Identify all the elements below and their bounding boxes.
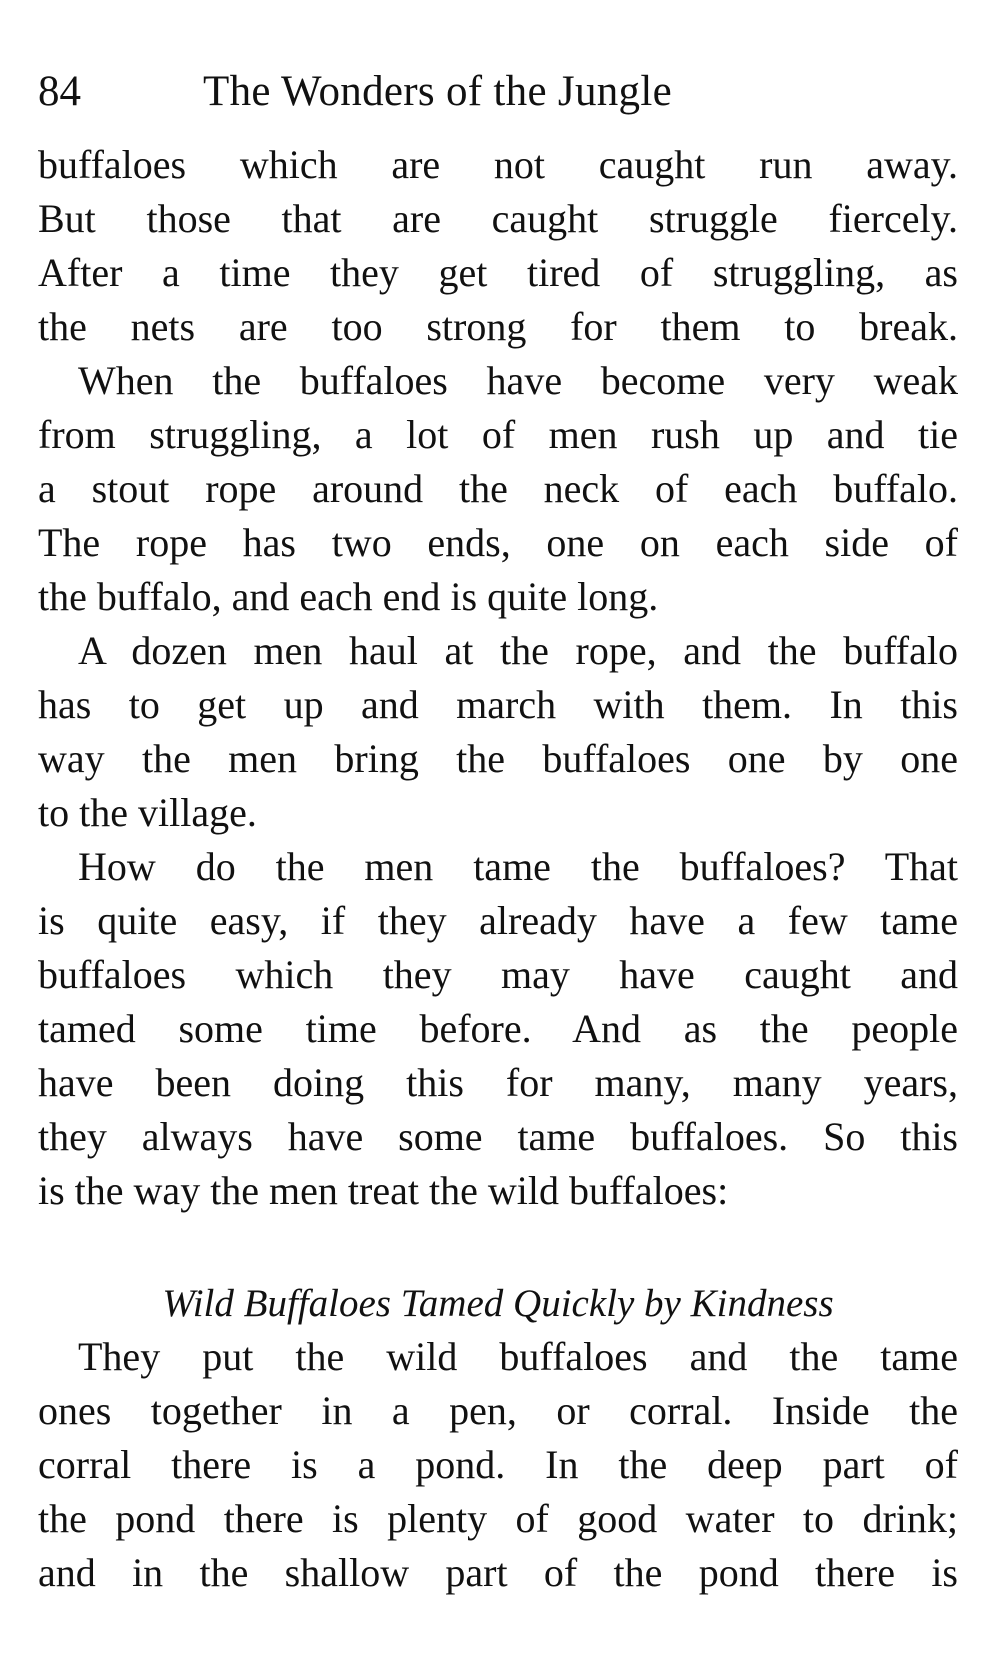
text-line: After a time they get tired of struggling, as [38,250,958,295]
text-line: corral there is a pond. In the deep part of [38,1442,958,1487]
body-text-lower [38,1330,958,1600]
text-line: buffaloes which they may have caught and [38,952,958,997]
text-line: the nets are too strong for them to break. [38,304,958,349]
text-line: the pond there is plenty of good water to drink; [38,1496,958,1541]
text-line: When the buffaloes have become very weak [78,358,958,403]
text-line: The rope has two ends, one on each side of [38,520,958,565]
page-number: 84 [38,68,81,115]
text-line: has to get up and march with them. In this [38,682,958,727]
text-line: and in the shallow part of the pond there is [38,1550,958,1595]
text-line: have been doing this for many, many years, [38,1060,958,1105]
text-line: buffaloes which are not caught run away. [38,142,958,187]
text-line: from struggling, a lot of men rush up and tie [38,412,958,457]
text-line: to the village. [38,790,257,835]
text-line: They put the wild buffaloes and the tame [78,1334,958,1379]
running-head [38,62,958,122]
text-line: A dozen men haul at the rope, and the buffalo [78,628,958,673]
text-line: is quite easy, if they already have a few tame [38,898,958,943]
text-line: How do the men tame the buffaloes? That [78,844,958,889]
text-line: ones together in a pen, or corral. Inside the [38,1388,958,1433]
body-text-upper [38,138,958,1218]
text-line: is the way the men treat the wild buffaloes: [38,1168,729,1213]
section-subheading: Wild Buffaloes Tamed Quickly by Kindness [162,1282,834,1325]
text-line: they always have some tame buffaloes. So this [38,1114,958,1159]
text-line: But those that are caught struggle fiercely. [38,196,958,241]
text-line: way the men bring the buffaloes one by one [38,736,958,781]
book-title: The Wonders of the Jungle [203,68,672,115]
text-line: tamed some time before. And as the people [38,1006,958,1051]
text-line: a stout rope around the neck of each buffalo. [38,466,958,511]
text-line: the buffalo, and each end is quite long. [38,574,659,619]
